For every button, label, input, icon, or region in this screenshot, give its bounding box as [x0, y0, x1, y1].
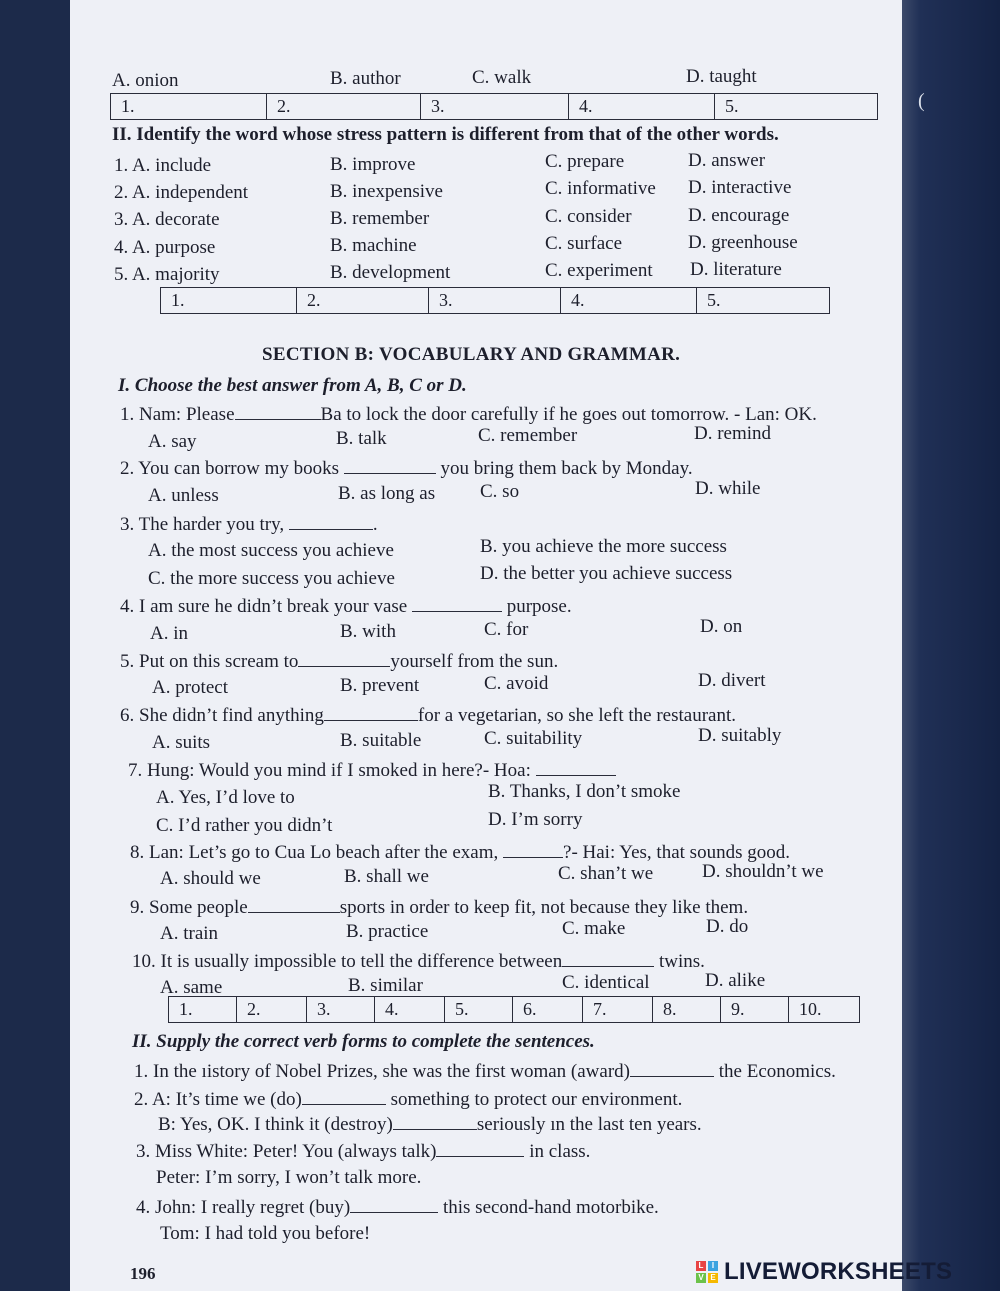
q7-blank[interactable] — [536, 759, 616, 776]
answer-cell[interactable]: 2. — [267, 94, 421, 119]
stress-q1-d: D. answer — [688, 150, 766, 171]
q9-option-a[interactable]: A. train — [160, 923, 219, 944]
answer-cell[interactable]: 1. — [111, 94, 267, 119]
q6-option-d[interactable]: D. suitably — [698, 725, 782, 746]
q6-option-c[interactable]: C. suitability — [484, 728, 583, 749]
logo-tiles-icon — [696, 1261, 718, 1283]
stress-q4-b: B. machine — [330, 235, 417, 256]
q1-stem: 1. Nam: Please Ba to lock the door carefully if he goes out tomorrow. - Lan: OK. — [120, 404, 817, 425]
section-b-title: SECTION B: VOCABULARY AND GRAMMAR. — [262, 344, 681, 365]
logo-tile: L — [696, 1261, 706, 1271]
answer-cell[interactable]: 8. — [653, 997, 721, 1022]
q2-option-b[interactable]: B. as long as — [338, 483, 436, 504]
q3-option-c[interactable]: C. the more success you achieve — [148, 568, 395, 589]
answer-cell[interactable]: 1. — [169, 997, 237, 1022]
q3-option-a[interactable]: A. the most success you achieve — [148, 540, 394, 561]
q1-blank[interactable] — [235, 403, 321, 420]
answer-cell[interactable]: 1. — [161, 288, 297, 313]
q10-option-d[interactable]: D. alike — [705, 970, 766, 991]
q6-option-a[interactable]: A. suits — [152, 732, 211, 753]
q9-blank[interactable] — [248, 896, 340, 913]
q2-option-c[interactable]: C. so — [480, 481, 520, 502]
q10-blank[interactable] — [562, 950, 654, 967]
phonetics-q5-a: A. onion — [112, 70, 179, 91]
answer-cell[interactable]: 4. — [561, 288, 697, 313]
v2-stem: 2. A: It’s time we (do) something to protect our environment. — [134, 1089, 683, 1110]
stress-q1-b: B. improve — [330, 154, 416, 175]
answer-box-1 — [110, 93, 878, 120]
q10-option-c[interactable]: C. identical — [562, 972, 650, 993]
answer-cell[interactable]: 7. — [583, 997, 653, 1022]
q3-stem: 3. The harder you try, . — [120, 514, 378, 535]
v3-stem: 3. Miss White: Peter! You (always talk) in class. — [136, 1141, 591, 1162]
phonetics-q5-b: B. author — [330, 68, 401, 89]
answer-cell[interactable]: 3. — [307, 997, 375, 1022]
stress-q4-a: 4. A. purpose — [114, 237, 216, 258]
stress-q2-a: 2. A. independent — [114, 182, 249, 203]
page-edge-mark: ( — [918, 90, 925, 112]
logo-tile: V — [696, 1273, 706, 1283]
liveworksheets-logo[interactable] — [696, 1258, 952, 1286]
q5-option-b[interactable]: B. prevent — [340, 675, 420, 696]
q8-option-a[interactable]: A. should we — [160, 868, 261, 889]
v1-blank[interactable] — [630, 1060, 714, 1077]
v2-blank[interactable] — [302, 1088, 386, 1105]
stress-q4-d: D. greenhouse — [688, 232, 798, 253]
q6-stem: 6. She didn’t find anything for a vegetarian, so she left the restaurant. — [120, 705, 737, 726]
v2b-blank[interactable] — [393, 1113, 477, 1130]
stress-q2-b: B. inexpensive — [330, 181, 443, 202]
q4-option-b[interactable]: B. with — [340, 621, 396, 642]
answer-cell[interactable]: 2. — [297, 288, 429, 313]
v2b-stem: B: Yes, OK. I think it (destroy) seriously ın the last ten years. — [158, 1114, 702, 1135]
phonetics-q5-c: C. walk — [472, 67, 532, 88]
answer-box-3 — [168, 996, 860, 1023]
part1-heading: I. Choose the best answer from A, B, C or D. — [118, 375, 467, 396]
q8-stem: 8. Lan: Let’s go to Cua Lo beach after the exam, ?- Hai: Yes, that sounds good. — [130, 842, 790, 863]
q1-option-a[interactable]: A. say — [148, 431, 197, 452]
stress-q3-c: C. consider — [545, 206, 632, 227]
q5-option-a[interactable]: A. protect — [152, 677, 228, 698]
q9-option-c[interactable]: C. make — [562, 918, 626, 939]
v4-stem: 4. John: I really regret (buy) this second-hand motorbike. — [136, 1197, 659, 1218]
page-number: 196 — [130, 1264, 156, 1283]
answer-cell[interactable]: 5. — [445, 997, 513, 1022]
q1-option-d[interactable]: D. remind — [694, 423, 772, 444]
q4-option-a[interactable]: A. in — [150, 623, 188, 644]
q7-option-a[interactable]: A. Yes, I’d love to — [156, 787, 295, 808]
v3b-line: Peter: I’m sorry, I won’t talk more. — [156, 1167, 422, 1188]
stress-q5-b: B. development — [330, 262, 451, 283]
q8-option-d[interactable]: D. shouldn’t we — [702, 861, 824, 882]
stress-q3-d: D. encourage — [688, 205, 790, 226]
stress-q5-c: C. experiment — [545, 260, 653, 281]
answer-cell[interactable]: 5. — [707, 290, 721, 310]
stress-q1-c: C. prepare — [545, 151, 625, 172]
answer-cell[interactable]: 3. — [429, 288, 561, 313]
v3-blank[interactable] — [436, 1140, 524, 1157]
q2-stem: 2. You can borrow my books you bring them back by Monday. — [120, 458, 693, 479]
q5-option-d[interactable]: D. divert — [698, 670, 766, 691]
q9-option-d[interactable]: D. do — [706, 916, 749, 937]
q2-blank[interactable] — [344, 457, 436, 474]
q3-option-b[interactable]: B. you achieve the more success — [480, 536, 727, 557]
q7-option-d[interactable]: D. I’m sorry — [488, 809, 583, 830]
q5-option-c[interactable]: C. avoid — [484, 673, 549, 694]
q7-option-c[interactable]: C. I’d rather you didn’t — [156, 815, 333, 836]
q9-stem: 9. Some people sports in order to keep fit, not because they like them. — [130, 897, 749, 918]
book-spine — [902, 0, 1000, 1291]
stress-q2-d: D. interactive — [688, 177, 792, 198]
answer-cell[interactable]: 6. — [513, 997, 583, 1022]
q3-blank[interactable] — [289, 513, 373, 530]
answer-box-2 — [160, 287, 830, 314]
part2-heading: II. Supply the correct verb forms to complete the sentences. — [132, 1031, 595, 1052]
v4-blank[interactable] — [350, 1196, 438, 1213]
q8-blank[interactable] — [503, 841, 563, 858]
q4-stem: 4. I am sure he didn’t break your vase purpose. — [120, 596, 572, 617]
answer-cell[interactable]: 9. — [721, 997, 789, 1022]
q10-stem: 10. It is usually impossible to tell the difference between twins. — [132, 951, 705, 972]
answer-cell[interactable]: 3. — [421, 94, 569, 119]
q2-option-a[interactable]: A. unless — [148, 485, 219, 506]
q9-option-b[interactable]: B. practice — [346, 921, 429, 942]
answer-cell[interactable]: 4. — [375, 997, 445, 1022]
answer-cell[interactable]: 5. — [725, 96, 739, 116]
q7-option-b[interactable]: B. Thanks, I don’t smoke — [488, 781, 681, 802]
stress-heading: II. Identify the word whose stress pattern is different from that of the other words. — [112, 124, 779, 145]
logo-tile: E — [708, 1273, 718, 1283]
answer-cell[interactable]: 10. — [799, 999, 822, 1019]
logo-text: LIVEWORKSHEETS — [724, 1258, 953, 1285]
q5-stem: 5. Put on this scream to yourself from the sun. — [120, 651, 559, 672]
q6-option-b[interactable]: B. suitable — [340, 730, 422, 751]
answer-cell[interactable]: 2. — [237, 997, 307, 1022]
q4-option-c[interactable]: C. for — [484, 619, 529, 640]
q2-option-d[interactable]: D. while — [695, 478, 761, 499]
q3-option-d[interactable]: D. the better you achieve success — [480, 563, 733, 584]
q6-blank[interactable] — [324, 704, 418, 721]
q1-option-c[interactable]: C. remember — [478, 425, 578, 446]
logo-tile: I — [708, 1261, 718, 1271]
v1-stem: 1. In the ıistory of Nobel Prizes, she was the first woman (award) the Economics. — [134, 1061, 836, 1082]
stress-q1-a: 1. A. include — [114, 155, 212, 176]
q4-option-d[interactable]: D. on — [700, 616, 743, 637]
q8-option-c[interactable]: C. shan’t we — [558, 863, 654, 884]
q1-option-b[interactable]: B. talk — [336, 428, 387, 449]
q10-option-b[interactable]: B. similar — [348, 975, 423, 996]
stress-q2-c: C. informative — [545, 178, 656, 199]
stress-q3-b: B. remember — [330, 208, 430, 229]
stress-q3-a: 3. A. decorate — [114, 209, 220, 230]
stress-q4-c: C. surface — [545, 233, 623, 254]
q4-blank[interactable] — [412, 595, 502, 612]
phonetics-q5-d: D. taught — [686, 66, 757, 87]
q7-stem: 7. Hung: Would you mind if I smoked in here?- Hoa: — [128, 759, 616, 782]
q8-option-b[interactable]: B. shall we — [344, 866, 429, 887]
q5-blank[interactable] — [298, 650, 390, 667]
stress-q5-a: 5. A. majority — [114, 264, 220, 285]
v4b-line: Tom: I had told you before! — [160, 1223, 371, 1244]
stress-q5-d: D. literature — [690, 259, 782, 280]
answer-cell[interactable]: 4. — [569, 94, 715, 119]
q10-option-a[interactable]: A. same — [160, 977, 223, 998]
